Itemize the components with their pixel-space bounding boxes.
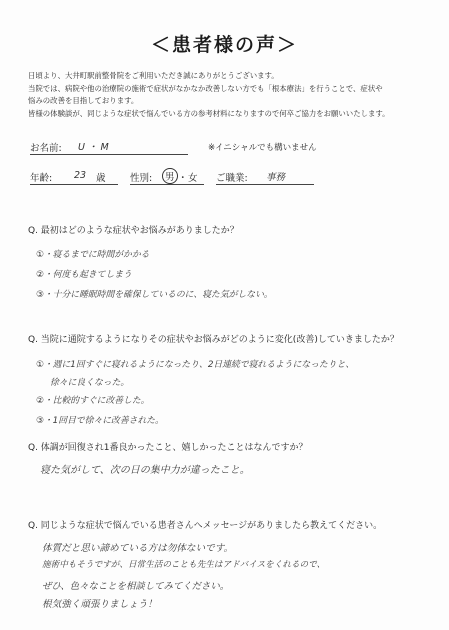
intro-line: 悩みの改善を目指しております。 [28, 96, 139, 106]
question-2: Q. 当院に通院するようになりその症状やお悩みがどのように変化(改善)していきましたか？ [28, 335, 399, 345]
job-underline [216, 184, 314, 185]
gender-female-option: 女 [188, 173, 198, 184]
intro-text [28, 70, 428, 120]
gender-male-option: 男 [162, 168, 178, 184]
age-value: 23 [74, 170, 87, 181]
answer-line: ①・寝るまでに時間がかかる [36, 250, 150, 260]
name-value: U・M [78, 142, 112, 153]
name-underline [30, 154, 188, 155]
intro-line: 日頃より、大井町駅前整骨院をご利用いただき誠にありがとうございます。 [28, 71, 279, 80]
question-4: Q. 同じような症状で悩んでいる患者さんへメッセージがありましたら教えてください。 [28, 521, 383, 531]
name-note: ※イニシャルでも構いません [208, 143, 317, 153]
age-label: 年齢: [30, 173, 53, 184]
answer-line: ③・1回目で徐々に改善された。 [36, 416, 164, 426]
name-label: お名前: [30, 143, 62, 154]
answer-line: ③・十分に睡眠時間を確保しているのに、寝た気がしない。 [36, 290, 273, 300]
gender-label: 性別: [130, 173, 153, 184]
answer-line: ぜひ、色々なことを相談してみてください。 [42, 581, 230, 592]
answer-line: ②・何度も起きてしまう [36, 270, 132, 280]
job-label: ご職業: [216, 173, 248, 184]
age-underline [30, 184, 118, 185]
gender-separator: ・ [178, 173, 188, 184]
question-3: Q. 体調が回復され1番良かったこと、嬉しかったことはなんですか？ [28, 443, 308, 453]
answer-line: 根気強く頑張りましょう！ [42, 599, 158, 610]
answer-line: 体質だと思い諦めている方は勿体ないです。 [42, 543, 234, 554]
gender-underline [130, 184, 204, 185]
age-unit: 歳 [96, 173, 106, 184]
question-1: Q. 最初はどのような症状やお悩みがありましたか？ [28, 226, 239, 236]
answer-line: 寝た気がして、次の日の集中力が違ったこと。 [40, 465, 250, 476]
job-value: 事務 [266, 172, 286, 183]
page-title: ＜患者様の声＞ [150, 34, 298, 56]
answer-line: 徐々に良くなった。 [50, 378, 130, 388]
answer-line: ②・比較的すぐに改善した。 [36, 396, 150, 406]
intro-line: 当院では、病院や他の治療院の施術で症状がなかなか改善しない方でも「根本療法」を行うことで、症状や [28, 83, 383, 93]
answer-line: ①・週に1回すぐに寝れるようになったり、2日連続で寝れるようになったりと、 [36, 360, 355, 370]
intro-line: 皆様の体験談が、同じような症状で悩んでいる方の参考材料になりますので何卒ご協力をお願いいたします。 [28, 108, 390, 118]
answer-line: 施術中もそうですが、日常生活のことも先生はアドバイスをくれるので、 [42, 560, 326, 570]
